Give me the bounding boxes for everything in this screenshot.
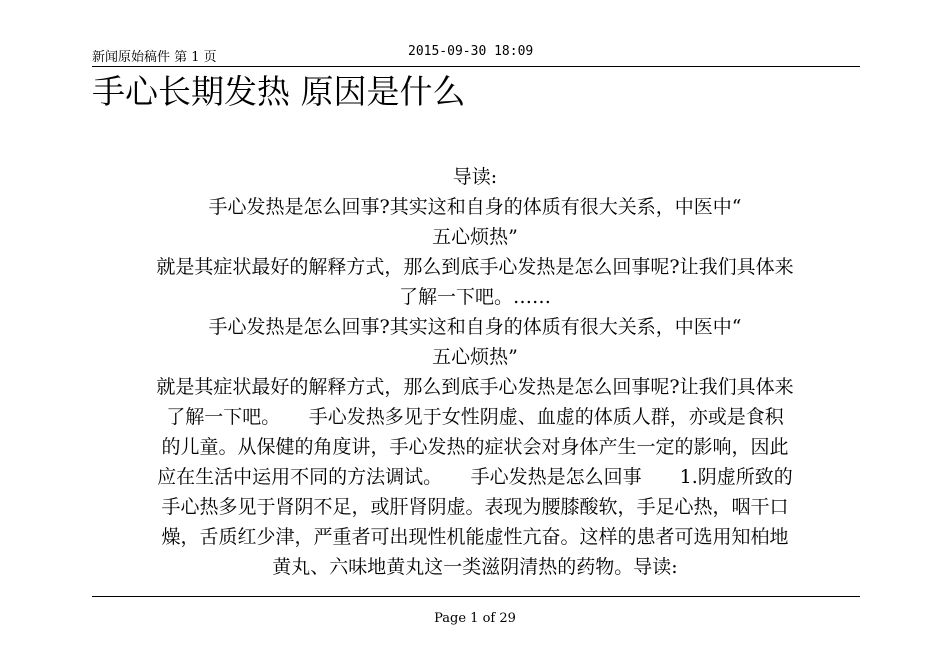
body-line: 五心烦热” bbox=[432, 226, 518, 248]
body-line: 应在生活中运用不同的方法调试。 手心发热是怎么回事 1.阴虚所致的 bbox=[157, 466, 793, 488]
article-body bbox=[92, 162, 858, 582]
header-datetime: 2015-09-30 18:09 bbox=[408, 44, 534, 59]
body-line: 手心发热是怎么回事?其实这和自身的体质有很大关系，中医中“ bbox=[208, 316, 742, 338]
article-title: 手心长期发热 原因是什么 bbox=[92, 72, 466, 111]
page-header bbox=[92, 44, 860, 67]
body-line: 的儿童。从保健的角度讲，手心发热的症状会对身体产生一定的影响，因此 bbox=[161, 436, 789, 458]
body-line: 就是其症状最好的解释方式，那么到底手心发热是怎么回事呢?让我们具体来 bbox=[156, 376, 794, 398]
body-line: 五心烦热” bbox=[432, 346, 518, 368]
footer-divider bbox=[92, 596, 860, 597]
body-line: 导读: bbox=[452, 166, 498, 188]
body-line: 了解一下吧。…… bbox=[398, 286, 551, 308]
page-number: Page 1 of 29 bbox=[434, 611, 516, 626]
body-line: 黄丸、六味地黄丸这一类滋阴清热的药物。导读: bbox=[272, 556, 678, 578]
body-line: 就是其症状最好的解释方式，那么到底手心发热是怎么回事呢?让我们具体来 bbox=[156, 256, 794, 278]
body-line: 手心热多见于肾阴不足，或肝肾阴虚。表现为腰膝酸软，手足心热，咽干口 bbox=[161, 496, 789, 518]
header-source-label: 新闻原始稿件 第 1 页 bbox=[92, 50, 217, 65]
body-line: 手心发热是怎么回事?其实这和自身的体质有很大关系，中医中“ bbox=[208, 196, 742, 218]
body-line: 了解一下吧。 手心发热多见于女性阴虚、血虚的体质人群，亦或是食积 bbox=[166, 406, 784, 428]
body-line: 燥，舌质红少津，严重者可出现性机能虚性亢奋。这样的患者可选用知柏地 bbox=[161, 526, 789, 548]
